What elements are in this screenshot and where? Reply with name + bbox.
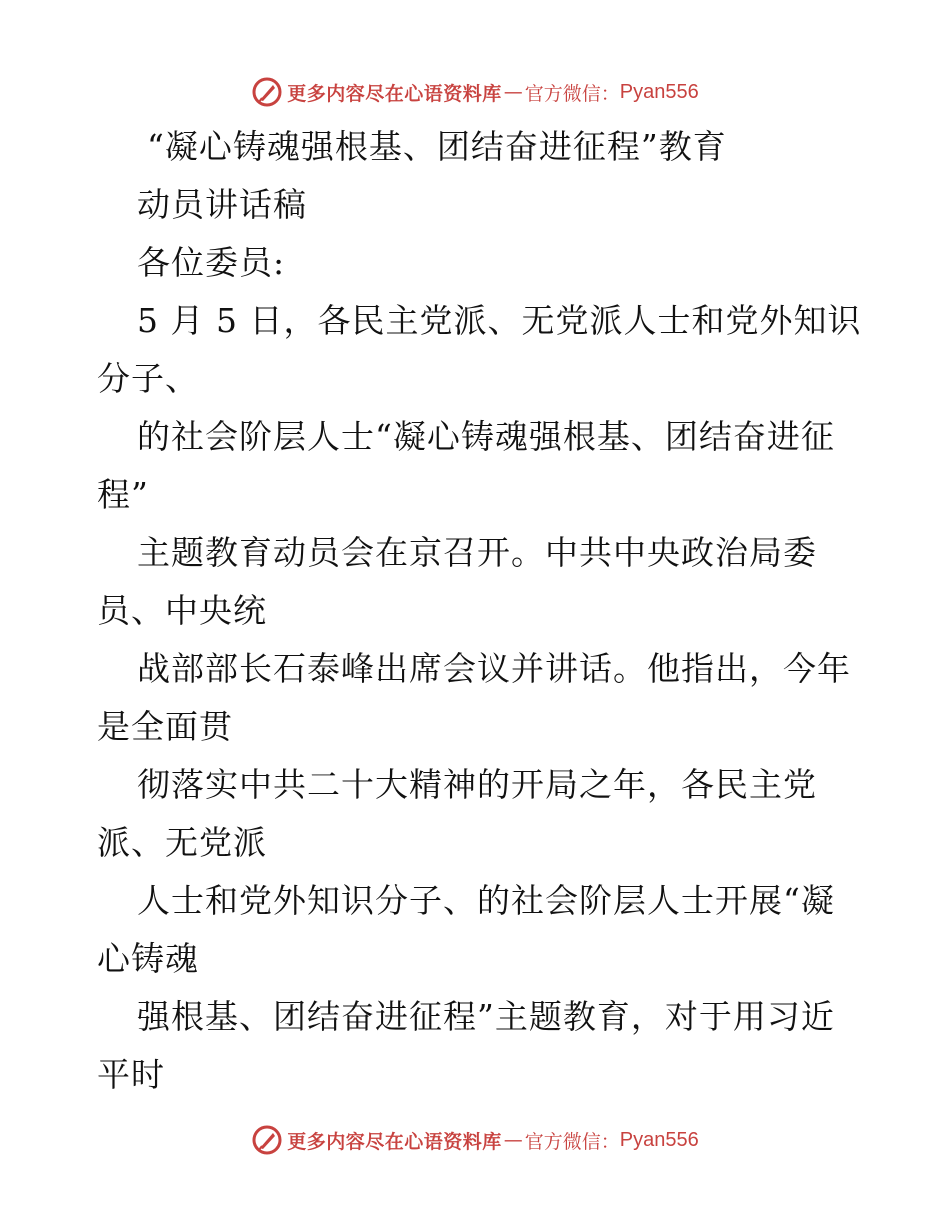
banner-id: Pyan556 — [619, 1128, 699, 1151]
text-line: 是全面贯 — [97, 707, 233, 746]
text-line: 战部部长石泰峰出席会议并讲话。他指出，今年 — [137, 649, 851, 688]
banner-id: Pyan556 — [619, 80, 699, 103]
text-line: 人士和党外知识分子、的社会阶层人士开展“凝 — [137, 881, 835, 920]
banner-label: 官方微信： — [524, 82, 620, 105]
text-line: 强根基、团结奋进征程”主题教育，对于用习近 — [137, 997, 835, 1036]
banner-label: 官方微信： — [524, 1130, 620, 1153]
text-line: 5 月 5 日，各民主党派、无党派人士和党外知识 — [137, 301, 862, 340]
text-line: 主题教育动员会在京召开。中共中央政治局委 — [137, 533, 817, 572]
salutation: 各位委员: — [137, 243, 286, 282]
footer-banner — [0, 1120, 950, 1160]
banner-text: 更多内容尽在心语资料库 — [287, 82, 502, 105]
text-line: 彻落实中共二十大精神的开局之年，各民主党 — [137, 765, 817, 804]
text-line: 的社会阶层人士“凝心铸魂强根基、团结奋进征 — [137, 417, 835, 456]
banner-text: 更多内容尽在心语资料库 — [287, 1130, 502, 1153]
header-banner — [0, 72, 950, 112]
text-line: 派、无党派 — [97, 823, 267, 862]
banner-separator: — — [503, 1129, 523, 1151]
text-line: 平时 — [97, 1055, 165, 1094]
banner-separator: — — [503, 81, 523, 103]
text-line: 程” — [97, 475, 149, 514]
document-body — [97, 118, 862, 1104]
quill-logo-icon — [251, 1124, 283, 1156]
document-title: “凝心铸魂强根基、团结奋进征程”教育 — [147, 127, 727, 166]
text-line: 员、中央统 — [97, 591, 267, 630]
text-line: 心铸魂 — [97, 939, 199, 978]
text-line: 分子、 — [97, 359, 199, 398]
quill-logo-icon — [251, 76, 283, 108]
document-subtitle: 动员讲话稿 — [137, 185, 307, 224]
